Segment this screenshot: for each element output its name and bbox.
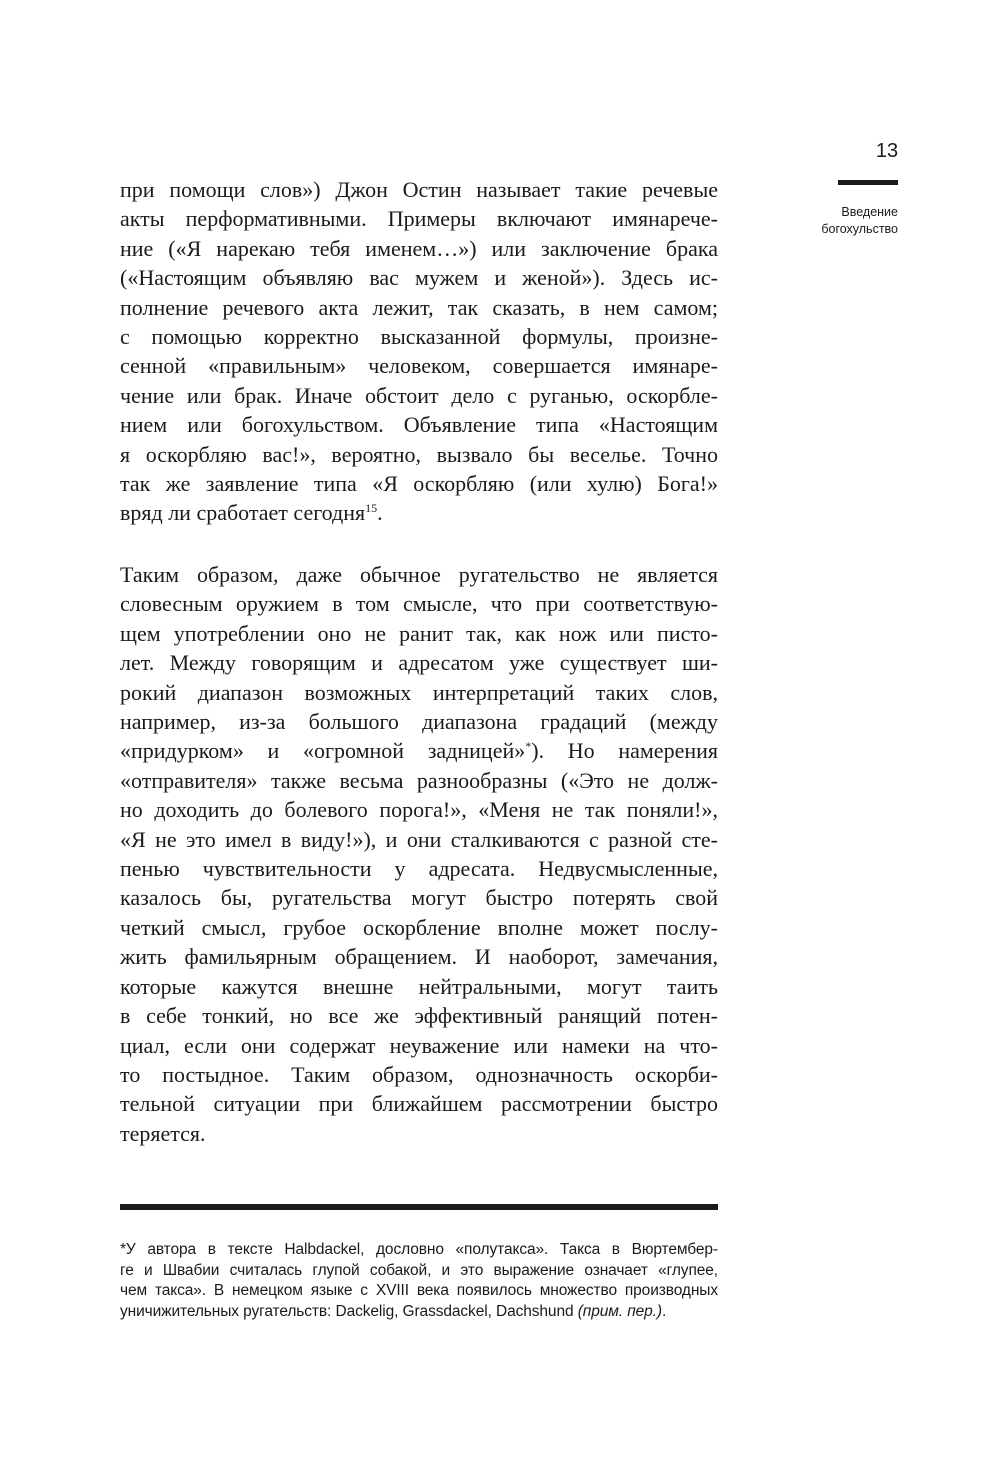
footnote-line: *У автора в тексте Halbdackel, дословно «полутакса». Такса в Вюртембер-: [120, 1241, 718, 1258]
text-line: при помощи слов») Джон Остин называет такие речевые: [120, 177, 718, 202]
text-fragment: .: [377, 500, 383, 526]
text-line: лет. Между говорящим и адресатом уже существует ши-: [120, 650, 718, 676]
text-line: сенной «правильным» человеком, совершается имянаре-: [120, 353, 718, 379]
text-line: словесным оружием в том смысле, что при соответствую-: [120, 591, 718, 617]
paragraph-2: [120, 560, 718, 1148]
text-line: то постыдное. Таким образом, однозначность оскорби-: [120, 1061, 718, 1087]
text-line: с помощью корректно высказанной формулы, произне-: [120, 324, 718, 350]
text-line: например, из-за большого диапазона градаций (между: [120, 709, 718, 735]
text-line: полнение речевого акта лежит, так сказать, в нем самом;: [120, 294, 718, 320]
footnote-rule: [120, 1204, 718, 1210]
text-fragment: .: [661, 1302, 667, 1320]
running-head-line: Введение: [841, 205, 898, 219]
text-line: [120, 736, 718, 765]
text-line: («Настоящим объявляю вас мужем и женой»). Здесь ис-: [120, 265, 718, 291]
text-line: нием или богохульством. Объявление типа «Настоящим: [120, 412, 718, 438]
footnote-line: ге и Швабии считалась глупой собакой, и это выражение означает «глупее,: [120, 1261, 718, 1279]
text-line: тельной ситуации при ближайшем рассмотрении быстро: [120, 1091, 718, 1117]
text-line: казалось бы, ругательства могут быстро потерять свой: [120, 885, 718, 911]
text-line: акты перформативными. Примеры включают имянарече-: [120, 206, 718, 232]
text-line: четкий смысл, грубое оскорбление вполне может послу-: [120, 914, 718, 940]
text-line: так же заявление типа «Я оскорбляю (или хулю) Бога!»: [120, 471, 718, 497]
text-line: «Я не это имел в виду!»), и они сталкиваются с разной сте-: [120, 826, 718, 852]
running-head: [780, 204, 898, 238]
text-line: которые кажутся внешне нейтральными, могут таить: [120, 973, 718, 999]
text-line: циал, если они содержат неуважение или намеки на что-: [120, 1032, 718, 1058]
text-fragment: вряд ли сработает сегодня: [120, 500, 366, 526]
text-line: щем употреблении оно не ранит так, как нож или писто-: [120, 620, 718, 646]
text-line: чение или брак. Иначе обстоит дело с руганью, оскорбле-: [120, 382, 718, 408]
text-line: я оскорбляю вас!», вероятно, вызвало бы веселье. Точно: [120, 441, 718, 467]
footnote-line: чем такса». В немецком языке с XVIII века появилось множество производных: [120, 1282, 718, 1299]
text-line: «отправителя» также весьма разнообразны («Это не долж-: [120, 767, 718, 793]
footnote-line: [120, 1302, 718, 1323]
text-line: жить фамильярным обращением. И наоборот, замечания,: [120, 944, 718, 970]
paragraph-1: [120, 175, 718, 528]
header-rule: [838, 180, 898, 185]
text-line: теряется.: [120, 1120, 206, 1146]
text-fragment: «придурком» и «огромной задницей»: [120, 738, 526, 764]
running-head-line: богохульство: [821, 222, 898, 236]
text-fragment: уничижительных ругательств: Dackelig, Grassdackel, Dachshund: [120, 1302, 578, 1320]
text-line: [120, 498, 718, 527]
text-line: но доходить до болевого порога!», «Меня не так поняли!»,: [120, 797, 718, 823]
text-line: рокий диапазон возможных интерпретаций таких слов,: [120, 679, 718, 705]
footnote-ref-15[interactable]: 15: [365, 501, 378, 516]
text-line: в себе тонкий, но все же эффективный ранящий потен-: [120, 1003, 718, 1029]
text-fragment: ). Но намерения: [531, 738, 719, 764]
footnote: [120, 1240, 718, 1322]
page-number: 13: [875, 140, 899, 162]
translator-note: (прим. пер.): [577, 1302, 662, 1320]
text-line: пенью чувствительности у адресата. Недвусмысленные,: [120, 856, 718, 882]
footnote-ref-asterisk[interactable]: *: [525, 739, 532, 754]
text-line: Таким образом, даже обычное ругательство не является: [120, 562, 718, 587]
text-line: ние («Я нарекаю тебя именем…») или заключение брака: [120, 235, 718, 261]
